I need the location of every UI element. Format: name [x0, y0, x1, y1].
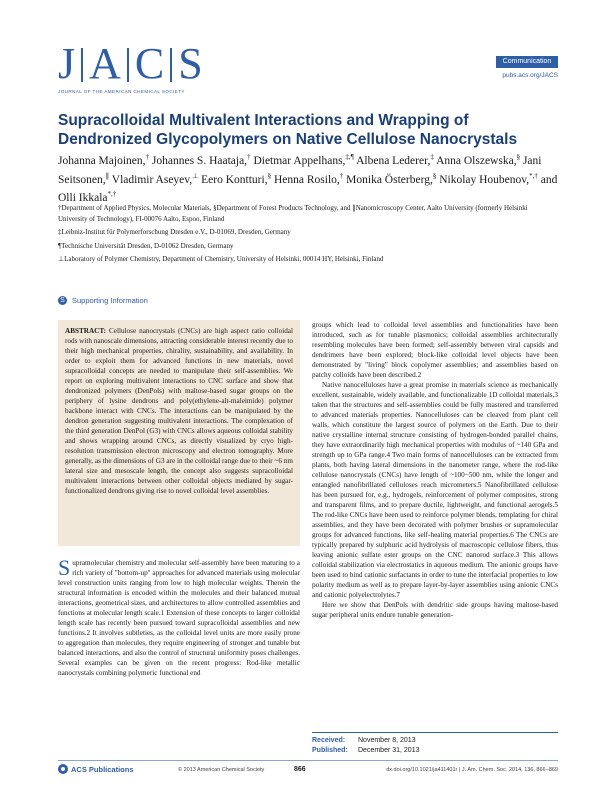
author[interactable]: and Olli Ikkala*,†	[58, 173, 558, 205]
page-footer	[58, 760, 558, 776]
page-number: 866	[294, 766, 306, 773]
logo-letter-s: S	[178, 39, 203, 88]
affiliation: ⊥Laboratory of Polymer Chemistry, Department of Chemistry, University of Helsinki, 00014 HY, Helsinki, Finland	[58, 255, 384, 263]
author[interactable]: Dietmar Appelhans,‡,¶	[253, 153, 354, 167]
journal-url-link[interactable]: pubs.acs.org/JACS	[502, 72, 558, 79]
doi-citation[interactable]: dx.doi.org/10.1021/ja411401r | J. Am. Chem. Soc. 2014, 136, 866−869	[386, 767, 558, 773]
author-list	[58, 150, 558, 206]
copyright: © 2013 American Chemical Society	[178, 767, 265, 773]
jacs-logo	[58, 39, 203, 88]
acs-publications-logo: ACS Publications	[58, 764, 134, 774]
affiliation: ¶Technische Universität Dresden, D-01062 Dresden, Germany	[58, 241, 234, 250]
author[interactable]: Anna Olszewska,§	[436, 153, 521, 167]
supporting-info-icon: S	[58, 296, 67, 305]
logo-letter-a: A	[89, 39, 121, 88]
body-paragraph: Here we show that DenPols with dendritic side groups having maltose-based sugar peripheral units endure tunable generation-	[312, 601, 558, 619]
author[interactable]: Monika Österberg,§	[346, 171, 437, 186]
logo-letter-c: C	[134, 39, 165, 88]
logo-letter-j: J	[58, 39, 76, 88]
body-column-right	[312, 320, 558, 620]
supporting-info-link[interactable]	[58, 296, 148, 305]
abstract-text: Cellulose nanocrystals (CNCs) are high aspect ratio colloidal rods with nanoscale dimensions, attracting considerable interest recently due to their high mechanical properties, chirality, sustainability, and availability. In order to exploit them for advanced functions in new materials, novel supracolloidal concepts are needed to manipulate their self-assemblies. We report on exploring multivalent interactions to CNC surface and show that dendronized polymers (DenPols) with maltose-based sugar groups on the periphery of lysine dendrons and poly(ethylene-alt-maleimide) polymer backbone interact with CNCs. The interactions can be manipulated by the dendron generation suggesting multivalent interactions. The complexation of the third generation DenPol (G3) with CNCs allows aqueous colloidal stability and shows wrapping around CNCs, as directly visualized by cryo high-resolution transmission electron microscopy and electron tomography. More generally, as the dimensions of G3 are in the colloidal range due to their ~6 nm lateral size and mesoscale length, the concept also suggests supracolloidal multivalent interactions between other colloidal objects mediated by sugar-functionalized dendrons giving rise to novel colloidal level assemblies.	[65, 327, 293, 495]
supporting-info-label: Supporting Information	[72, 296, 148, 305]
affiliation: ‡Leibniz-Institut für Polymerforschung Dresden e.V., D-01069, Dresden, Germany	[58, 228, 291, 236]
body-paragraph: upramolecular chemistry and molecular self-assembly have been maturing to a rich variety of "bottom-up" approaches for advanced materials using molecular level construction units ranging from low to high molecular weights. Therein the structural information is encoded within the molecules and their balanced mutual interactions, geometrical sizes, and architectures to allow controlled assemblies and functions at molecular length scale.1 Extension of these concepts to larger colloidal length scale has recently been pursued toward supracolloidal assemblies and new functions.2 It involves subtleties, as the colloidal level units are more easily prone to aggregation than molecules, they require engineering of stronger and tunable but balanced interactions, and also the control of structural uniformity poses challenges. Several examples can be given on the recent progress: Rod-like metallic nanocrystals combining polymeric functional end	[58, 559, 300, 677]
logo-divider	[127, 48, 129, 82]
body-paragraph: Native nanocelluloses have a great promise in materials science as mechanically excellent, sustainable, widely available, and functionalizable 1D colloidal materials,3 taken that the structures and self-assemblies could be fully mastered and transferred to advanced materials properties. Nanocelluloses can be cleaved from plant cell walls, which constitute the largest source of polymers on the Earth. Due to their native crystalline internal structure consisting of hydrogen-bonded parallel chains, they have extraordinarily high mechanical properties with modulus of ~140 GPa and strength up to GPa range.4 Two main forms of nanocelluloses can be extracted from plants, both having lateral dimensions in the nanometer range, where the rod-like cellulose nanocrystals (CNCs) have length of ~100−500 nm, while the longer and entangled nanofibrillated celluloses reach micrometers.5 Nanofibrillated cellulose has been pursued for, e.g., hydrogels, reinforcement of polymer composites, strong and transparent films, and to prepare ductile, lightweight, and functional aerogels.5 The rod-like CNCs have been used to reinforce polymer blends, templating for chiral assemblies, and they have been decorated with polymer brushes or supramolecular groups for advanced functions, like self-healing material properties.6 The CNCs are typically prepared by sulphuric acid hydrolysis of macroscopic cellulose fibers, thus leaving anionic sulfate ester groups on the CNC nanorod surface.3 This allows colloidal stabilization via electrostatics in aqueous medium. The anionic groups have been used to bind cationic surfactants in order to tune the interfacial properties to low polarity medium as well as to prepare layer-by-layer assemblies using anionic CNCs and cationic polyelectrolytes.7	[312, 381, 558, 599]
affiliations	[58, 203, 558, 268]
affiliation: †Department of Applied Physics, Molecular Materials, §Department of Forest Products Technology, and ∥Nanomicroscopy Center, Aalto University (formerly Helsinki University of Technology), FI-00076 Aalto, Espoo, Finland	[58, 204, 528, 223]
logo-divider	[81, 48, 83, 82]
author[interactable]: Eero Kontturi,§	[201, 171, 272, 186]
article-type-badge: Communication	[496, 56, 558, 68]
author[interactable]: Nikolay Houbenov,*,†	[439, 171, 538, 186]
author[interactable]: Johanna Majoinen,†	[58, 153, 150, 167]
logo-divider	[170, 48, 172, 82]
publication-dates	[312, 732, 558, 756]
abstract-label: ABSTRACT:	[65, 327, 107, 335]
author[interactable]: Albena Lederer,‡	[356, 153, 434, 167]
received-date: Received: November 8, 2013	[312, 737, 416, 744]
body-paragraph: groups which lead to colloidal level assemblies and functionalities have been introduced, such as for tunable plasmonics; colloidal assemblies architecturally resembling molecules have been formed; self-assembly between viral capsids and dendrimers have been explored; block-like colloidal level objects have been demonstrated by "living" block copolymer assemblies; and assemblies based on patchy colloids have been described.2	[312, 321, 558, 379]
journal-header	[58, 39, 558, 102]
drop-cap: S	[58, 555, 71, 580]
body-column-left	[58, 555, 300, 678]
abstract	[58, 320, 300, 546]
author[interactable]: Henna Rosilo,†	[273, 171, 344, 186]
acs-logo-icon	[58, 764, 68, 774]
author[interactable]: Jani Seitsonen,∥	[58, 154, 542, 186]
article-title: Supracolloidal Multivalent Interactions and Wrapping of Dendronized Glycopolymers on Native Cellulose Nanocrystals	[58, 112, 518, 148]
author[interactable]: Vladimir Aseyev,⊥	[111, 171, 199, 186]
author[interactable]: Johannes S. Haataja,†	[151, 153, 251, 167]
published-date: Published: December 31, 2013	[312, 747, 420, 754]
journal-name: JOURNAL OF THE AMERICAN CHEMICAL SOCIETY	[58, 89, 185, 94]
